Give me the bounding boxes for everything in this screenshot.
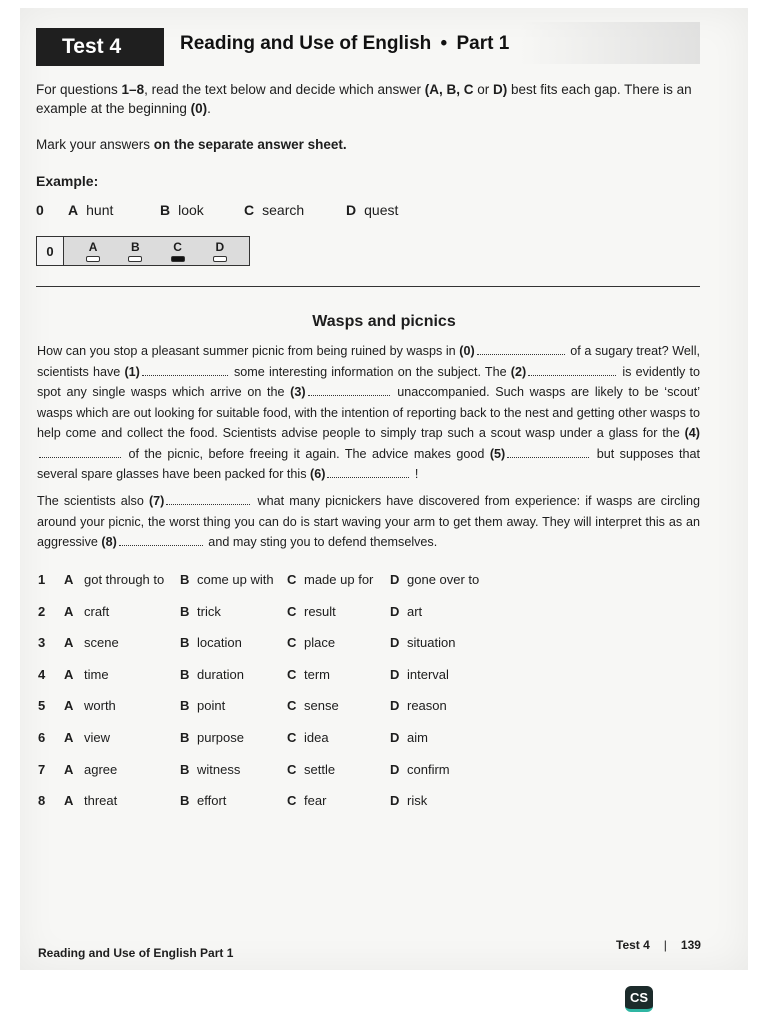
answer-letter: D (215, 239, 225, 254)
option-letter-b: B (180, 761, 190, 777)
question-number: 7 (38, 761, 46, 777)
text: and may sting you to defend themselves. (204, 535, 438, 549)
question-number: 2 (38, 603, 46, 619)
text: some interesting information on the subject. The (229, 364, 511, 379)
option-c: place (304, 635, 336, 651)
option-b: purpose (197, 729, 244, 745)
option-letter-b: B (180, 793, 190, 809)
page-number: 139 (680, 938, 701, 952)
example-option-a (68, 202, 160, 218)
example-option-d (346, 202, 398, 218)
answer-letter: B (131, 239, 140, 254)
option-letter-a: A (64, 635, 74, 651)
option-letter-c: C (287, 635, 297, 651)
answer-letter: A (88, 239, 98, 254)
answer-mark (128, 256, 142, 262)
option-b: trick (197, 603, 221, 619)
gap-blank (507, 447, 589, 458)
option-d: interval (407, 666, 449, 682)
gap-blank (327, 467, 409, 478)
test-badge (36, 28, 164, 66)
answer-cell-d (213, 237, 227, 265)
option-letter-d: D (390, 793, 400, 809)
text: is evidently to spot any single wasps which arrive on the (37, 364, 700, 399)
option-b: duration (197, 666, 244, 682)
option-letter-c: C (287, 761, 297, 777)
mark-pre: Mark your answers (36, 137, 154, 152)
footer-page-info (616, 938, 701, 952)
option-d: confirm (407, 761, 450, 777)
test-badge-label: Test 4 (62, 35, 122, 58)
option-a: agree (84, 761, 118, 777)
instr-mid: , read the text below and decide which answer (144, 82, 425, 97)
option-b: point (197, 698, 226, 714)
answer-mark (86, 256, 100, 262)
option-a: view (84, 729, 111, 745)
option-b: location (197, 635, 242, 651)
camscanner-logo-icon: CS (625, 986, 653, 1012)
option-b: effort (197, 793, 227, 809)
title-part: Part 1 (456, 33, 510, 54)
option-a: scene (84, 635, 119, 651)
question-number: 4 (38, 666, 46, 682)
option-a: threat (84, 793, 118, 809)
mark-bold: on the separate answer sheet. (153, 137, 347, 152)
option-letter-d: D (390, 603, 400, 619)
passage-title: Wasps and picnics (312, 313, 456, 330)
gap-number: (8) (101, 535, 117, 549)
question-number: 8 (38, 793, 46, 809)
option-letter-b: B (180, 698, 190, 714)
gap-number: (3) (290, 385, 306, 399)
instr-opts: (A, B, C (424, 82, 474, 97)
gap-blank (166, 494, 250, 505)
option-d: gone over to (407, 572, 480, 587)
option-letter-a: A (64, 761, 74, 777)
instr-range: 1–8 (121, 82, 145, 97)
option-letter-a: A (64, 603, 74, 619)
option-text: hunt (86, 202, 114, 218)
text: ! (411, 467, 419, 481)
question-row (38, 635, 538, 667)
answer-box-number: 0 (37, 237, 64, 265)
option-letter-b: B (180, 729, 190, 745)
question-row (38, 667, 538, 699)
text: what many picnickers have discovered from experience: if wasps are circling around your picnic, the worst thing you can do is start waving your arm to get them away. They will interpret this as an aggressive (37, 494, 700, 549)
instr-zero: (0) (190, 101, 208, 116)
option-letter-d: D (390, 572, 400, 587)
question-number: 5 (38, 698, 46, 714)
option-a: time (84, 666, 109, 682)
instr-pre: For questions (36, 82, 122, 97)
gap-number: (6) (310, 467, 326, 481)
question-row (38, 762, 538, 794)
gap-blank (528, 365, 616, 376)
answer-mark-selected (171, 256, 185, 262)
option-letter-c: C (287, 666, 297, 682)
question-number: 6 (38, 729, 46, 745)
gap-number: (0) (459, 344, 475, 358)
gap-number: (2) (510, 364, 527, 379)
option-d: situation (407, 635, 456, 651)
option-letter-c: C (287, 698, 297, 714)
question-number: 1 (38, 572, 46, 587)
option-letter-c: C (287, 729, 297, 745)
footer-separator: | (663, 938, 667, 952)
option-a: craft (84, 603, 110, 619)
option-letter-d: D (390, 761, 400, 777)
question-row (38, 698, 538, 730)
option-letter-d: D (390, 729, 400, 745)
option-c: term (304, 666, 330, 682)
example-option-c (244, 202, 346, 218)
instr-end: . (207, 101, 211, 116)
option-letter-b: B (180, 572, 190, 587)
passage-paragraph-2 (37, 491, 700, 553)
text: How can you stop a pleasant summer picnic from being ruined by wasps in (37, 344, 460, 358)
option-b: come up with (197, 572, 274, 587)
option-c: fear (304, 793, 327, 809)
title-text: Reading and Use of English (180, 33, 432, 54)
question-row (38, 730, 538, 762)
example-label: Example: (36, 173, 99, 189)
text: unaccompanied. Such wasps are likely to be ‘scout’ wasps which are out looking for suitable food, with the intention of reporting back to the nest and getting other wasps to help come and collect the food. Scientists advise people to simply trap such a scout wasp under a glass for the (37, 385, 700, 440)
gap-blank (308, 385, 390, 396)
section-divider (36, 286, 700, 287)
instructions-text (36, 80, 706, 118)
mark-instructions (36, 135, 706, 154)
option-d: art (407, 603, 423, 619)
option-letter-a: A (64, 793, 74, 809)
instr-post: best fits each gap. There is an example at the beginning (36, 82, 692, 116)
option-letter-d: D (390, 635, 400, 651)
answer-box-cells (64, 237, 249, 265)
option-c: sense (304, 698, 339, 714)
gap-blank (39, 447, 121, 458)
option-letter-b: B (180, 666, 190, 682)
option-letter: B (160, 202, 171, 218)
question-row (38, 572, 538, 604)
option-text: look (178, 202, 204, 218)
question-number: 3 (38, 635, 46, 651)
gap-blank (477, 344, 565, 355)
footer-test: Test 4 (616, 938, 650, 952)
answer-letter: C (173, 239, 182, 254)
option-letter: A (68, 202, 79, 218)
option-letter: C (244, 202, 255, 218)
option-d: risk (407, 793, 428, 809)
option-letter-d: D (390, 698, 400, 714)
title-bullet: • (440, 33, 448, 54)
option-letter-c: C (287, 572, 297, 587)
option-letter-d: D (390, 666, 400, 682)
option-d: reason (407, 698, 447, 714)
option-a: got through to (84, 572, 165, 587)
option-letter-a: A (64, 572, 74, 587)
question-row (38, 793, 538, 825)
option-c: idea (304, 729, 329, 745)
answer-cell-c (171, 237, 185, 265)
option-b: witness (197, 761, 241, 777)
option-letter: D (346, 202, 357, 218)
example-answer-box (36, 236, 250, 266)
passage-paragraph-1 (37, 341, 700, 485)
gap-blank (142, 365, 228, 376)
text: of the picnic, before freeing it again. The advice makes good (123, 446, 490, 461)
question-row (38, 604, 538, 636)
option-a: worth (84, 698, 116, 714)
example-option-b (160, 202, 244, 218)
option-d: aim (407, 729, 428, 745)
option-letter-b: B (180, 635, 190, 651)
option-text: quest (364, 202, 399, 218)
instr-or: or (473, 82, 494, 97)
gap-number: (7) (148, 494, 165, 508)
header-bleed-through (520, 22, 700, 64)
answer-cell-b (128, 237, 142, 265)
question-list (38, 572, 538, 825)
option-letter-c: C (287, 793, 297, 809)
answer-cell-a (86, 237, 100, 265)
text: but supposes that several spare glasses have been packed for this (37, 446, 701, 481)
gap-number: (1) (124, 364, 140, 379)
option-letter-c: C (287, 603, 297, 619)
page-title (180, 33, 509, 55)
example-number: 0 (36, 202, 44, 218)
option-text: search (262, 202, 305, 218)
instr-d: D) (493, 82, 508, 97)
option-c: settle (304, 761, 336, 777)
option-letter-b: B (180, 603, 190, 619)
option-c: result (304, 603, 336, 619)
option-letter-a: A (64, 729, 74, 745)
option-letter-a: A (64, 698, 74, 714)
gap-number: (5) (489, 446, 506, 461)
option-c: made up for (304, 572, 374, 587)
gap-blank (119, 535, 203, 546)
example-options (36, 202, 398, 218)
answer-mark (213, 256, 227, 262)
footer-section-title: Reading and Use of English Part 1 (38, 946, 234, 960)
text: The scientists also (37, 494, 149, 508)
gap-number: (4) (684, 426, 700, 440)
option-letter-a: A (64, 666, 74, 682)
text: of a sugary treat? Well, scientists have (37, 344, 700, 379)
